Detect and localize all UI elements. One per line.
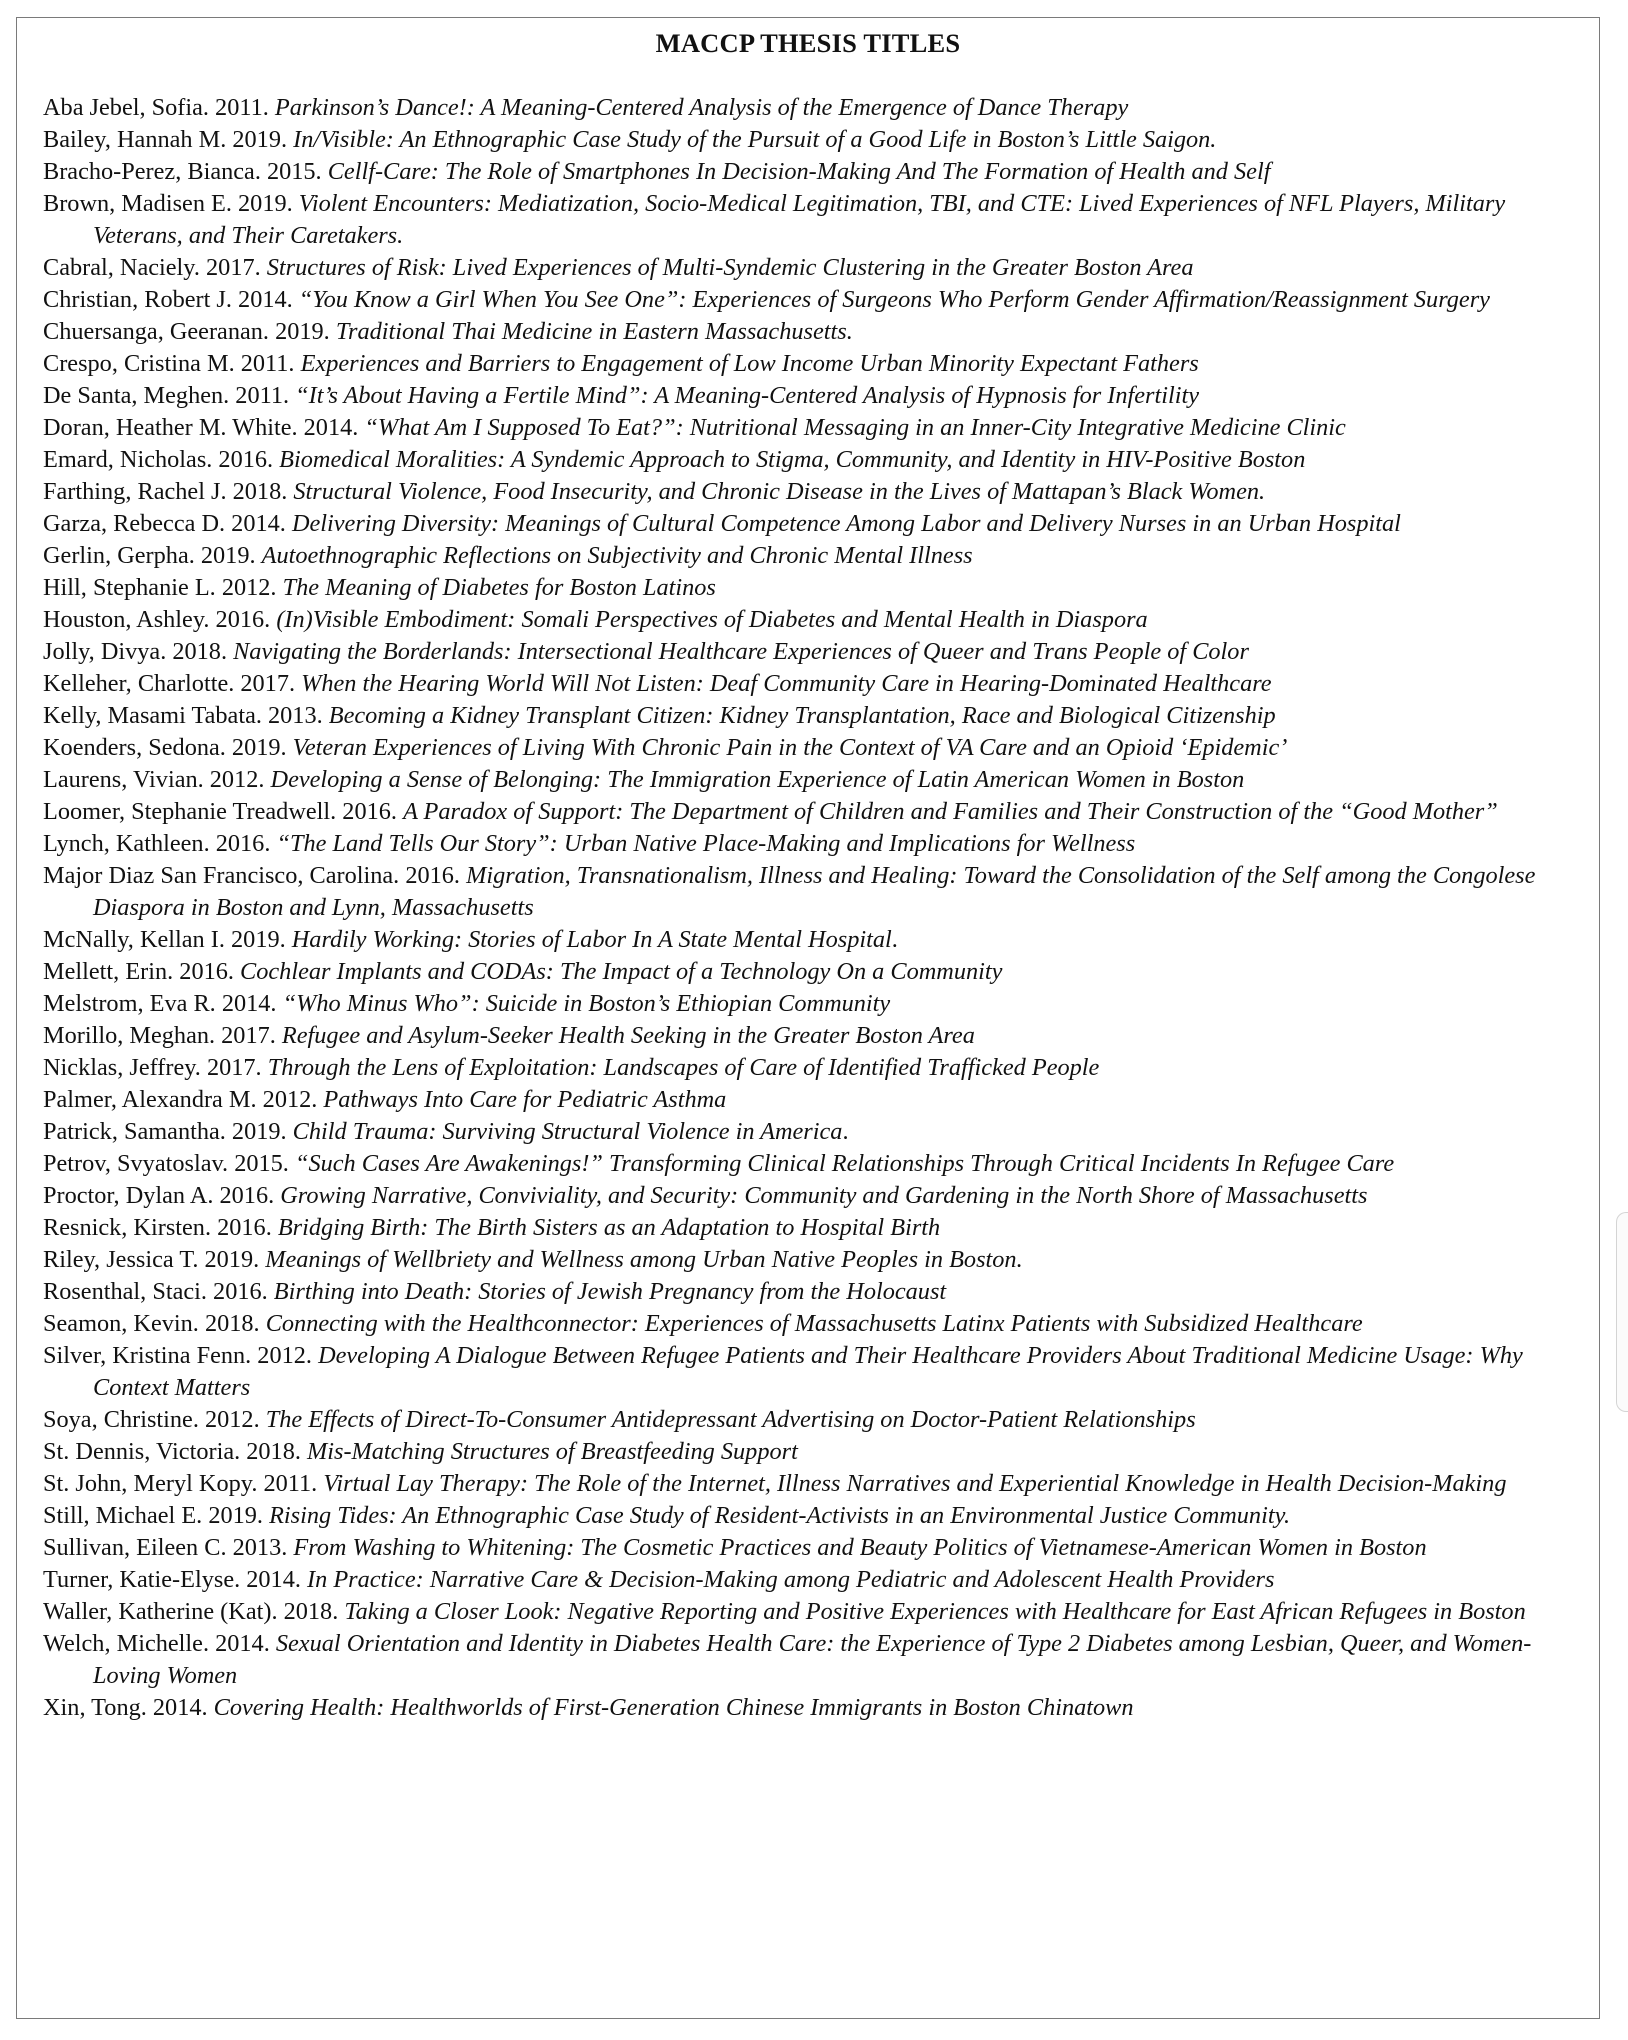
entry-thesis-title: Biomedical Moralities: A Syndemic Approach to Stigma, Community, and Identity in HIV-Positive Boston bbox=[279, 446, 1306, 473]
thesis-entry bbox=[43, 188, 1563, 252]
entry-author-year: Major Diaz San Francisco, Carolina. 2016. bbox=[43, 862, 467, 889]
thesis-entry bbox=[43, 604, 1563, 636]
entry-author-year: Gerlin, Gerpha. 2019. bbox=[43, 542, 262, 569]
entry-author-year: Houston, Ashley. 2016. bbox=[43, 606, 277, 633]
thesis-entry bbox=[43, 348, 1563, 380]
thesis-entry bbox=[43, 636, 1563, 668]
entry-thesis-title: Violent Encounters: Mediatization, Socio-Medical Legitimation, TBI, and CTE: Lived Experiences of NFL Players, Military Veterans, and Their Caretakers. bbox=[93, 190, 1506, 249]
entry-author-year: McNally, Kellan I. 2019. bbox=[43, 926, 292, 953]
entry-thesis-title: Child Trauma: Surviving Structural Violence in America bbox=[292, 1118, 843, 1145]
entry-author-year: Resnick, Kirsten. 2016. bbox=[43, 1214, 278, 1241]
entry-author-year: Cabral, Naciely. 2017. bbox=[43, 254, 267, 281]
entry-author-year: Loomer, Stephanie Treadwell. 2016. bbox=[43, 798, 404, 825]
entry-author-year: Bailey, Hannah M. 2019. bbox=[43, 126, 294, 153]
entry-thesis-title: Mis-Matching Structures of Breastfeeding Support bbox=[307, 1438, 798, 1465]
entry-thesis-title: (In)Visible Embodiment: Somali Perspectives of Diabetes and Mental Health in Diaspora bbox=[276, 606, 1148, 633]
entry-thesis-title: Virtual Lay Therapy: The Role of the Internet, Illness Narratives and Experiential Knowledge in Health Decision-Making bbox=[323, 1470, 1507, 1497]
thesis-entry bbox=[43, 380, 1563, 412]
thesis-entry bbox=[43, 1404, 1563, 1436]
entry-author-year: Farthing, Rachel J. 2018. bbox=[43, 478, 294, 505]
entry-thesis-title: Developing A Dialogue Between Refugee Patients and Their Healthcare Providers About Traditional Medicine Usage: Why Context Matters bbox=[93, 1342, 1523, 1401]
scrollbar-tab[interactable] bbox=[1616, 1212, 1628, 1412]
thesis-entry bbox=[43, 700, 1563, 732]
entry-author-year: Hill, Stephanie L. 2012. bbox=[43, 574, 283, 601]
entry-author-year: Still, Michael E. 2019. bbox=[43, 1502, 270, 1529]
thesis-entry bbox=[43, 508, 1563, 540]
entry-author-year: Riley, Jessica T. 2019. bbox=[43, 1246, 266, 1273]
entry-thesis-title: Growing Narrative, Conviviality, and Security: Community and Gardening in the North Shore of Massachusetts bbox=[280, 1182, 1368, 1209]
entry-author-year: Rosenthal, Staci. 2016. bbox=[43, 1278, 274, 1305]
entry-thesis-title: Experiences and Barriers to Engagement of Low Income Urban Minority Expectant Fathers bbox=[300, 350, 1199, 377]
thesis-entry bbox=[43, 1116, 1563, 1148]
thesis-entry bbox=[43, 92, 1563, 124]
entry-author-year: Chuersanga, Geeranan. 2019. bbox=[43, 318, 336, 345]
entry-thesis-title: In Practice: Narrative Care & Decision-Making among Pediatric and Adolescent Health Providers bbox=[307, 1566, 1275, 1593]
entry-thesis-title: “The Land Tells Our Story”: Urban Native Place-Making and Implications for Wellness bbox=[276, 830, 1136, 857]
entry-author-year: Koenders, Sedona. 2019. bbox=[43, 734, 293, 761]
thesis-entry bbox=[43, 540, 1563, 572]
entry-thesis-title: Developing a Sense of Belonging: The Immigration Experience of Latin American Women in Boston bbox=[270, 766, 1245, 793]
entry-author-year: Sullivan, Eileen C. 2013. bbox=[43, 1534, 294, 1561]
thesis-entry bbox=[43, 1244, 1563, 1276]
entry-thesis-title: From Washing to Whitening: The Cosmetic Practices and Beauty Politics of Vietnamese-American Women in Boston bbox=[293, 1534, 1427, 1561]
entry-author-year: Patrick, Samantha. 2019. bbox=[43, 1118, 293, 1145]
entry-thesis-title: Migration, Transnationalism, Illness and Healing: Toward the Consolidation of the Self among the Congolese Diaspora in Boston and Lynn, Massachusetts bbox=[93, 862, 1536, 921]
entry-thesis-title: “You Know a Girl When You See One”: Experiences of Surgeons Who Perform Gender Affirmation/Reassignment Surgery bbox=[298, 286, 1490, 313]
thesis-entry bbox=[43, 124, 1563, 156]
entry-thesis-title: “Such Cases Are Awakenings!” Transforming Clinical Relationships Through Critical Incidents In Refugee Care bbox=[294, 1150, 1395, 1177]
entry-thesis-title: Covering Health: Healthworlds of First-Generation Chinese Immigrants in Boston Chinatown bbox=[213, 1694, 1134, 1721]
document-page bbox=[16, 17, 1600, 2019]
thesis-entry bbox=[43, 796, 1563, 828]
entry-author-year: Lynch, Kathleen. 2016. bbox=[43, 830, 277, 857]
entry-author-year: Morillo, Meghan. 2017. bbox=[43, 1022, 282, 1049]
entry-author-year: Petrov, Svyatoslav. 2015. bbox=[43, 1150, 295, 1177]
entry-trailing-punct: . bbox=[842, 1118, 849, 1145]
entry-author-year: Xin, Tong. 2014. bbox=[43, 1694, 214, 1721]
entry-author-year: Melstrom, Eva R. 2014. bbox=[43, 990, 283, 1017]
thesis-entry bbox=[43, 476, 1563, 508]
entry-author-year: Nicklas, Jeffrey. 2017. bbox=[43, 1054, 268, 1081]
entry-thesis-title: “Who Minus Who”: Suicide in Boston’s Ethiopian Community bbox=[282, 990, 891, 1017]
thesis-entry bbox=[43, 1308, 1563, 1340]
thesis-entry bbox=[43, 924, 1563, 956]
entry-thesis-title: Structural Violence, Food Insecurity, and Chronic Disease in the Lives of Mattapan’s Black Women. bbox=[293, 478, 1266, 505]
entry-author-year: Bracho-Perez, Bianca. 2015. bbox=[43, 158, 328, 185]
thesis-entry bbox=[43, 284, 1563, 316]
entry-thesis-title: Birthing into Death: Stories of Jewish Pregnancy from the Holocaust bbox=[273, 1278, 947, 1305]
entry-thesis-title: Bridging Birth: The Birth Sisters as an Adaptation to Hospital Birth bbox=[277, 1214, 941, 1241]
thesis-entry bbox=[43, 444, 1563, 476]
thesis-entry bbox=[43, 156, 1563, 188]
thesis-entry bbox=[43, 1628, 1563, 1692]
entry-thesis-title: Cochlear Implants and CODAs: The Impact of a Technology On a Community bbox=[240, 958, 1003, 985]
entry-thesis-title: “What Am I Supposed To Eat?”: Nutritional Messaging in an Inner-City Integrative Medicine Clinic bbox=[364, 414, 1346, 441]
thesis-entry bbox=[43, 668, 1563, 700]
entry-author-year: Kelleher, Charlotte. 2017. bbox=[43, 670, 302, 697]
entry-thesis-title: Cellf-Care: The Role of Smartphones In Decision-Making And The Formation of Health and Self bbox=[327, 158, 1271, 185]
entry-author-year: Brown, Madisen E. 2019. bbox=[43, 190, 299, 217]
entry-author-year: Doran, Heather M. White. 2014. bbox=[43, 414, 365, 441]
entry-author-year: Turner, Katie-Elyse. 2014. bbox=[43, 1566, 308, 1593]
thesis-entry bbox=[43, 1340, 1563, 1404]
thesis-entry bbox=[43, 252, 1563, 284]
entry-thesis-title: Pathways Into Care for Pediatric Asthma bbox=[323, 1086, 727, 1113]
entry-author-year: Aba Jebel, Sofia. 2011. bbox=[43, 94, 275, 121]
entry-author-year: De Santa, Meghen. 2011. bbox=[43, 382, 296, 409]
thesis-entry bbox=[43, 1052, 1563, 1084]
thesis-entry bbox=[43, 1020, 1563, 1052]
thesis-entry bbox=[43, 860, 1563, 924]
thesis-entry bbox=[43, 1436, 1563, 1468]
thesis-entry bbox=[43, 1692, 1563, 1724]
entry-thesis-title: Navigating the Borderlands: Intersectional Healthcare Experiences of Queer and Trans People of Color bbox=[233, 638, 1249, 665]
thesis-entry bbox=[43, 1276, 1563, 1308]
entry-thesis-title: Delivering Diversity: Meanings of Cultural Competence Among Labor and Delivery Nurses in an Urban Hospital bbox=[291, 510, 1401, 537]
entry-thesis-title: In/Visible: An Ethnographic Case Study of the Pursuit of a Good Life in Boston’s Little Saigon. bbox=[293, 126, 1217, 153]
entry-author-year: St. Dennis, Victoria. 2018. bbox=[43, 1438, 307, 1465]
thesis-entry bbox=[43, 1500, 1563, 1532]
entry-author-year: Seamon, Kevin. 2018. bbox=[43, 1310, 266, 1337]
page-title: MACCP THESIS TITLES bbox=[655, 28, 961, 58]
thesis-entry bbox=[43, 1180, 1563, 1212]
entry-thesis-title: Connecting with the Healthconnector: Experiences of Massachusetts Latinx Patients with Subsidized Healthcare bbox=[265, 1310, 1363, 1337]
entry-thesis-title: Autoethnographic Reflections on Subjectivity and Chronic Mental Illness bbox=[261, 542, 973, 569]
thesis-entry bbox=[43, 1564, 1563, 1596]
thesis-entry bbox=[43, 764, 1563, 796]
entry-author-year: Christian, Robert J. 2014. bbox=[43, 286, 299, 313]
entry-author-year: Welch, Michelle. 2014. bbox=[43, 1630, 276, 1657]
entry-thesis-title: Veteran Experiences of Living With Chronic Pain in the Context of VA Care and an Opioid ‘Epidemic’ bbox=[292, 734, 1288, 761]
thesis-entry bbox=[43, 1596, 1563, 1628]
entry-thesis-title: Taking a Closer Look: Negative Reporting and Positive Experiences with Healthcare for East African Refugees in Boston bbox=[344, 1598, 1526, 1625]
thesis-list bbox=[43, 92, 1563, 1724]
entry-thesis-title: Meanings of Wellbriety and Wellness among Urban Native Peoples in Boston. bbox=[265, 1246, 1023, 1273]
entry-thesis-title: “It’s About Having a Fertile Mind”: A Meaning-Centered Analysis of Hypnosis for Infertility bbox=[295, 382, 1200, 409]
entry-author-year: Palmer, Alexandra M. 2012. bbox=[43, 1086, 324, 1113]
entry-thesis-title: When the Hearing World Will Not Listen: Deaf Community Care in Hearing-Dominated Healthcare bbox=[301, 670, 1272, 697]
entry-author-year: St. John, Meryl Kopy. 2011. bbox=[43, 1470, 324, 1497]
entry-author-year: Waller, Katherine (Kat). 2018. bbox=[43, 1598, 345, 1625]
entry-thesis-title: Through the Lens of Exploitation: Landscapes of Care of Identified Trafficked People bbox=[267, 1054, 1100, 1081]
entry-thesis-title: Structures of Risk: Lived Experiences of Multi-Syndemic Clustering in the Greater Boston Area bbox=[266, 254, 1194, 281]
thesis-entry bbox=[43, 316, 1563, 348]
entry-thesis-title: Becoming a Kidney Transplant Citizen: Kidney Transplantation, Race and Biological Citizenship bbox=[328, 702, 1276, 729]
entry-author-year: Garza, Rebecca D. 2014. bbox=[43, 510, 292, 537]
thesis-entry bbox=[43, 412, 1563, 444]
entry-author-year: Soya, Christine. 2012. bbox=[43, 1406, 266, 1433]
entry-author-year: Proctor, Dylan A. 2016. bbox=[43, 1182, 281, 1209]
thesis-entry bbox=[43, 956, 1563, 988]
entry-author-year: Emard, Nicholas. 2016. bbox=[43, 446, 280, 473]
entry-thesis-title: Sexual Orientation and Identity in Diabetes Health Care: the Experience of Type 2 Diabetes among Lesbian, Queer, and Women-Loving Women bbox=[93, 1630, 1532, 1689]
thesis-entry bbox=[43, 1084, 1563, 1116]
thesis-entry bbox=[43, 828, 1563, 860]
thesis-entry bbox=[43, 1468, 1563, 1500]
entry-thesis-title: The Effects of Direct-To-Consumer Antidepressant Advertising on Doctor-Patient Relationships bbox=[265, 1406, 1196, 1433]
thesis-entry bbox=[43, 1532, 1563, 1564]
entry-thesis-title: The Meaning of Diabetes for Boston Latinos bbox=[282, 574, 716, 601]
entry-thesis-title: Rising Tides: An Ethnographic Case Study of Resident-Activists in an Environmental Justice Community. bbox=[269, 1502, 1291, 1529]
entry-author-year: Laurens, Vivian. 2012. bbox=[43, 766, 271, 793]
entry-author-year: Crespo, Cristina M. 2011. bbox=[43, 350, 301, 377]
entry-thesis-title: Refugee and Asylum-Seeker Health Seeking in the Greater Boston Area bbox=[281, 1022, 975, 1049]
entry-thesis-title: Traditional Thai Medicine in Eastern Massachusetts. bbox=[335, 318, 853, 345]
thesis-entry bbox=[43, 1148, 1563, 1180]
entry-thesis-title: Parkinson’s Dance!: A Meaning-Centered Analysis of the Emergence of Dance Therapy bbox=[274, 94, 1129, 121]
entry-author-year: Jolly, Divya. 2018. bbox=[43, 638, 234, 665]
thesis-entry bbox=[43, 988, 1563, 1020]
entry-trailing-punct: . bbox=[891, 926, 898, 953]
thesis-entry bbox=[43, 572, 1563, 604]
entry-author-year: Kelly, Masami Tabata. 2013. bbox=[43, 702, 329, 729]
thesis-entry bbox=[43, 732, 1563, 764]
thesis-entry bbox=[43, 1212, 1563, 1244]
entry-thesis-title: Hardily Working: Stories of Labor In A State Mental Hospital bbox=[291, 926, 892, 953]
entry-author-year: Silver, Kristina Fenn. 2012. bbox=[43, 1342, 319, 1369]
entry-thesis-title: A Paradox of Support: The Department of Children and Families and Their Construction of the “Good Mother” bbox=[403, 798, 1498, 825]
entry-author-year: Mellett, Erin. 2016. bbox=[43, 958, 241, 985]
